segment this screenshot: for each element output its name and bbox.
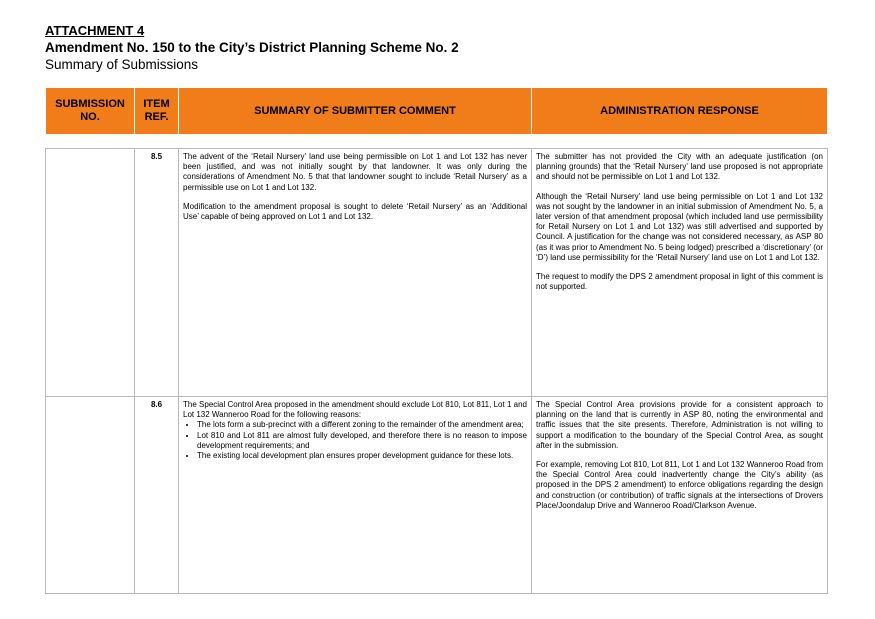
col-administration-response: ADMINISTRATION RESPONSE (532, 88, 828, 135)
col-summary-comment: SUMMARY OF SUBMITTER COMMENT (179, 88, 532, 135)
comment-paragraph: The advent of the ‘Retail Nursery’ land use being permissible on Lot 1 and Lot 132 has never been justified, and was not initially sought by that landowner. It was only during the considerations of Amendment No. 5 that that landowner sought to include ‘Retail Nursery’ as a permissible use on Lot 1 and Lot 132. (183, 152, 527, 192)
table-row (46, 397, 828, 594)
comment-paragraph: Modification to the amendment proposal is sought to delete ‘Retail Nursery’ as an ‘Additional Use’ capable of being approved on Lot 1 and Lot 132. (183, 201, 527, 222)
submission-no-cell (46, 397, 135, 594)
response-paragraph: For example, removing Lot 810, Lot 811, Lot 1 and Lot 132 Wanneroo Road from the Special Control Area could inadvertently change the City’s ability (as proposed in the DPS 2 amendment) to enforce obligations regarding the design and construction (or contribution) of traffic signals at the intersections of Drovers Place/Joondalup Drive and Wanneroo Road/Clarkson Avenue. (536, 460, 823, 510)
comment-bullet-list (183, 420, 527, 461)
response-cell (532, 149, 828, 397)
item-ref-cell: 8.6 (135, 397, 179, 594)
attachment-title: ATTACHMENT 4 (45, 23, 145, 38)
document-header (45, 23, 459, 73)
col-item-ref: ITEM REF. (135, 88, 179, 135)
summary-subtitle: Summary of Submissions (45, 57, 199, 72)
response-paragraph: The request to modify the DPS 2 amendment proposal in light of this comment is not supported. (536, 272, 823, 292)
response-paragraph: Although the ‘Retail Nursery’ land use being permissible on Lot 1 and Lot 132 was not sought by the landowner in an initial submission of Amendment No. 5, a later version of that amendment proposal (which included land use permissibility for Retail Nursery on Lot 1 and Lot 132) was still advertised and supported by Council. A justification for the change was not considered necessary, as ASP 80 (as it was prior to Amendment No. 5 being lodged) prescribed a ‘discretionary’ (or ‘D’) land use permissibility for the ‘Retail Nursery’ land use on Lot 1 and Lot 132. (536, 191, 823, 262)
response-cell (532, 397, 828, 594)
list-item: • The existing local development plan ensures proper development guidance for these lots. (197, 451, 527, 461)
comment-cell (179, 397, 532, 594)
comment-paragraph: The Special Control Area proposed in the amendment should exclude Lot 810, Lot 811, Lot 1 and Lot 132 Wanneroo Road for the following reasons: (183, 400, 527, 420)
response-paragraph: The submitter has not provided the City with an adequate justification (on planning grounds) that the ‘Retail Nursery’ land use proposed is not appropriate and should not be permissible on Lot 1 and Lot 132. (536, 152, 823, 182)
amendment-title: Amendment No. 150 to the City’s District Planning Scheme No. 2 (45, 40, 459, 55)
table-header (45, 87, 828, 135)
list-item: • Lot 810 and Lot 811 are almost fully developed, and therefore there is no reason to impose development requirements; and (197, 431, 527, 451)
table-row (46, 149, 828, 397)
response-paragraph: The Special Control Area provisions provide for a consistent approach to planning on the land that is currently in ASP 80, noting the environmental and traffic issues that the site presents. Therefore, Administration is not willing to support a modification to the boundary of the Special Control Area, as sought after in the submission. (536, 400, 823, 450)
col-submission-no: SUBMISSION NO. (46, 88, 135, 135)
submissions-table (45, 148, 828, 594)
list-item: • The lots form a sub-precinct with a different zoning to the remainder of the amendment area; (197, 420, 527, 430)
item-ref-cell: 8.5 (135, 149, 179, 397)
comment-cell (179, 149, 532, 397)
submission-no-cell (46, 149, 135, 397)
